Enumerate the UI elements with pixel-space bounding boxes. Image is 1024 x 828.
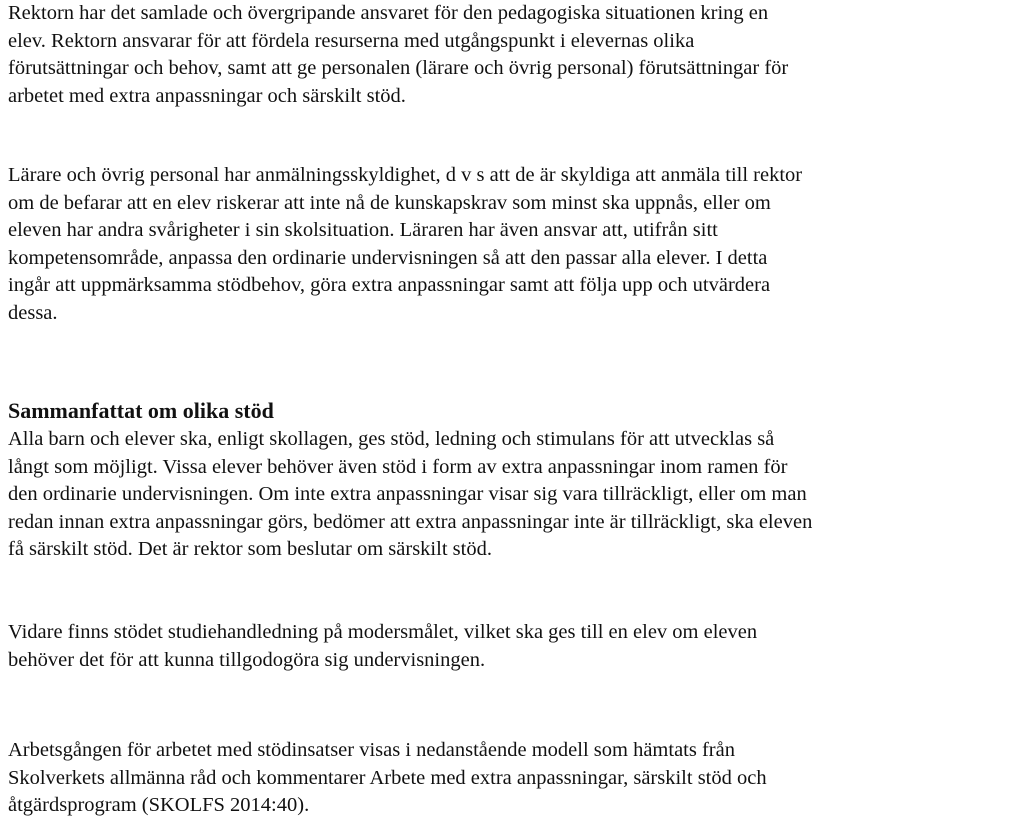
text-line: förutsättningar och behov, samt att ge personalen (lärare och övrig personal) förutsättningar för [8,57,789,79]
text-line: eleven har andra svårigheter i sin skolsituation. Läraren har även ansvar att, utifrån sitt [8,219,718,241]
paragraph-support-summary [8,426,1018,564]
section-heading: Sammanfattat om olika stöd [8,398,274,423]
text-line: elev. Rektorn ansvarar för att fördela resurserna med utgångspunkt i elevernas olika [8,29,695,52]
text-line: Skolverkets allmänna råd och kommentarer Arbete med extra anpassningar, särskilt stöd och [8,766,767,789]
text-line: långt som möjligt. Vissa elever behöver även stöd i form av extra anpassningar inom ramen för [8,455,788,478]
text-line: få särskilt stöd. Det är rektor som beslutar om särskilt stöd. [8,538,492,560]
text-line: behöver det för att kunna tillgodogöra sig undervisningen. [8,648,486,671]
text-line: Arbetsgången för arbetet med stödinsatser visas i nedanstående modell som hämtats från [8,739,735,761]
text-line: ingår att uppmärksamma stödbehov, göra extra anpassningar samt att följa upp och utvärdera [8,274,771,296]
text-line: redan innan extra anpassningar görs, bedömer att extra anpassningar inte är tillräckligt, ska eleven [8,510,813,533]
paragraph-workflow-reference [8,737,1018,820]
text-line: arbetet med extra anpassningar och särskilt stöd. [8,84,406,107]
paragraph-study-guidance [8,619,1018,674]
text-line: Vidare finns stödet studiehandledning på modersmålet, vilket ska ges till en elev om eleven [8,621,758,643]
text-line: åtgärdsprogram (SKOLFS 2014:40). [8,794,310,816]
text-line: dessa. [8,301,58,324]
text-line: Rektorn har det samlade och övergripande ansvaret för den pedagogiska situationen kring en [8,2,769,24]
paragraph-principal-responsibility [8,0,1018,110]
text-line: den ordinarie undervisningen. Om inte extra anpassningar visar sig vara tillräckligt, eller om man [8,483,807,505]
paragraph-teacher-reporting-duty [8,162,1018,327]
text-line: om de befarar att en elev riskerar att inte nå de kunskapskrav som minst ska uppnås, eller om [8,191,771,214]
text-line: kompetensområde, anpassa den ordinarie undervisningen så att den passar alla elever. I detta [8,246,768,269]
text-line: Alla barn och elever ska, enligt skollagen, ges stöd, ledning och stimulans för att utvecklas så [8,428,775,450]
text-line: Lärare och övrig personal har anmälningsskyldighet, d v s att de är skyldiga att anmäla till rektor [8,164,803,186]
